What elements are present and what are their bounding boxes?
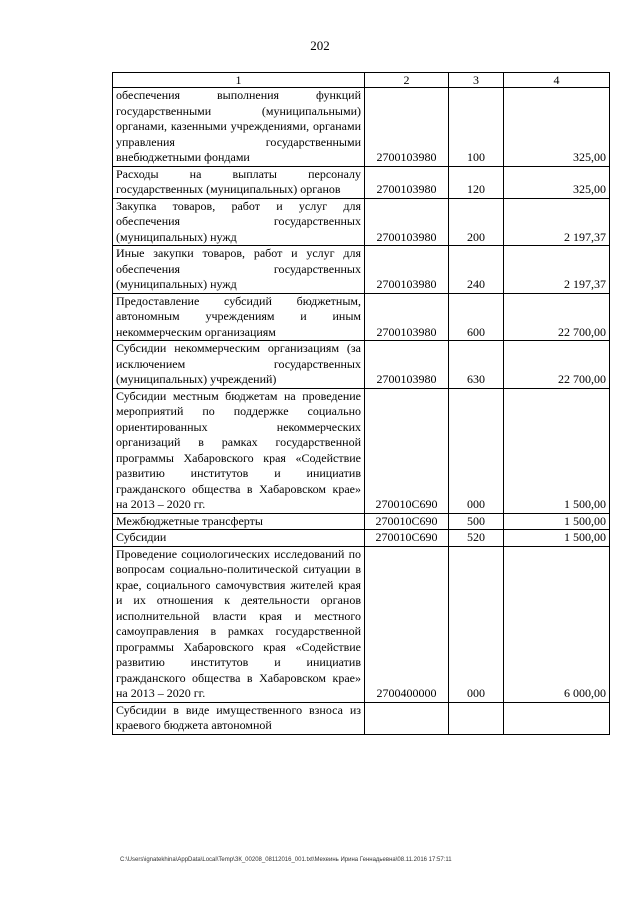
budget-table xyxy=(112,72,610,735)
row-description: Иные закупки товаров, работ и услуг для обеспечения государственных (муниципальных) нужд xyxy=(113,246,365,294)
row-description: Субсидии некоммерческим организациям (за исключением государственных (муниципальных) учреждений) xyxy=(113,341,365,389)
row-description: Предоставление субсидий бюджетным, автономным учреждениям и иным некоммерческим организациям xyxy=(113,293,365,341)
row-expense-type: 120 xyxy=(449,166,504,198)
row-target-code: 2700103980 xyxy=(365,198,449,246)
row-expense-type: 200 xyxy=(449,198,504,246)
row-description: Субсидии в виде имущественного взноса из краевого бюджета автономной xyxy=(113,702,365,734)
row-expense-type: 000 xyxy=(449,388,504,513)
row-amount: 2 197,37 xyxy=(504,198,610,246)
row-target-code: 2700103980 xyxy=(365,166,449,198)
row-target-code: 2700103980 xyxy=(365,88,449,167)
row-expense-type: 520 xyxy=(449,530,504,547)
row-expense-type: 240 xyxy=(449,246,504,294)
row-target-code: 270010С690 xyxy=(365,513,449,530)
table-row xyxy=(113,198,610,246)
table-row xyxy=(113,88,610,167)
table-row xyxy=(113,530,610,547)
row-target-code: 2700103980 xyxy=(365,246,449,294)
file-path-footer: C:\Users\ignatekhina\AppData\Local\Temp\ЗК_00208_08112016_001.txt\Мехеинь Ирина Геннадьевна\08.11.2016 17:57:11 xyxy=(120,857,452,863)
row-target-code: 2700400000 xyxy=(365,546,449,702)
row-description: Субсидии xyxy=(113,530,365,547)
column-header-4: 4 xyxy=(504,73,610,88)
row-expense-type: 500 xyxy=(449,513,504,530)
row-amount xyxy=(504,702,610,734)
row-expense-type: 100 xyxy=(449,88,504,167)
column-header-2: 2 xyxy=(365,73,449,88)
page-number: 202 xyxy=(310,38,330,53)
table-row xyxy=(113,388,610,513)
row-expense-type: 000 xyxy=(449,546,504,702)
row-description: Расходы на выплаты персоналу государственных (муниципальных) органов xyxy=(113,166,365,198)
row-amount: 1 500,00 xyxy=(504,530,610,547)
row-amount: 325,00 xyxy=(504,166,610,198)
row-amount: 1 500,00 xyxy=(504,388,610,513)
row-description: обеспечения выполнения функций государственными (муниципальными) органами, казенными учреждениями, органами управления государственными внебюджетными фондами xyxy=(113,88,365,167)
column-header-1: 1 xyxy=(113,73,365,88)
row-target-code: 270010С690 xyxy=(365,388,449,513)
table-row xyxy=(113,246,610,294)
row-target-code xyxy=(365,702,449,734)
row-description: Межбюджетные трансферты xyxy=(113,513,365,530)
row-amount: 2 197,37 xyxy=(504,246,610,294)
table-row xyxy=(113,293,610,341)
row-target-code: 270010С690 xyxy=(365,530,449,547)
row-amount: 22 700,00 xyxy=(504,293,610,341)
row-expense-type xyxy=(449,702,504,734)
row-amount: 6 000,00 xyxy=(504,546,610,702)
row-target-code: 2700103980 xyxy=(365,341,449,389)
table-row xyxy=(113,166,610,198)
row-amount: 325,00 xyxy=(504,88,610,167)
row-target-code: 2700103980 xyxy=(365,293,449,341)
row-expense-type: 630 xyxy=(449,341,504,389)
table-row xyxy=(113,546,610,702)
table-row xyxy=(113,341,610,389)
row-amount: 1 500,00 xyxy=(504,513,610,530)
table-row xyxy=(113,702,610,734)
row-amount: 22 700,00 xyxy=(504,341,610,389)
row-description: Закупка товаров, работ и услуг для обеспечения государственных (муниципальных) нужд xyxy=(113,198,365,246)
row-description: Проведение социологических исследований по вопросам социально-политической ситуации в крае, социального самочувствия жителей края и их отношения к деятельности органов исполнительной власти края и местного самоуправления в рамках государственной программы Хабаровского края «Содействие развитию институтов и инициатив гражданского общества в Хабаровском крае» на 2013 – 2020 гг. xyxy=(113,546,365,702)
header-row xyxy=(113,73,610,88)
row-expense-type: 600 xyxy=(449,293,504,341)
table-row xyxy=(113,513,610,530)
column-header-3: 3 xyxy=(449,73,504,88)
row-description: Субсидии местным бюджетам на проведение мероприятий по поддержке социально ориентированных некоммерческих организаций в рамках государственной программы Хабаровского края «Содействие развитию институтов и инициатив гражданского общества в Хабаровском крае» на 2013 – 2020 гг. xyxy=(113,388,365,513)
